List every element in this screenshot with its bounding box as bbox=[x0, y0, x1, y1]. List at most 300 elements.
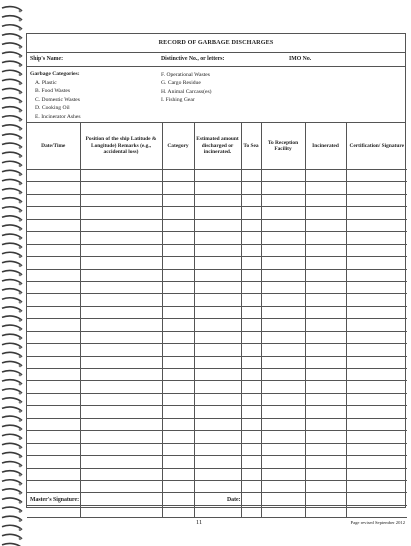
table-cell bbox=[261, 257, 305, 269]
punch-hole bbox=[19, 447, 22, 450]
table-cell bbox=[261, 294, 305, 306]
categories-left-column bbox=[35, 79, 81, 121]
table-cell bbox=[346, 219, 407, 231]
distinctive-number-label: Distinctive No., or letters: bbox=[161, 56, 225, 62]
table-cell bbox=[27, 219, 80, 231]
table-cell bbox=[27, 344, 80, 356]
table-cell bbox=[261, 418, 305, 430]
punch-hole bbox=[19, 283, 22, 286]
table-cell bbox=[194, 381, 241, 393]
table-cell bbox=[80, 431, 162, 443]
table-cell bbox=[194, 406, 241, 418]
table-cell bbox=[27, 431, 80, 443]
table-cell bbox=[346, 369, 407, 381]
column-header-to-sea: To Sea bbox=[241, 123, 261, 170]
category-item: D. Cooking Oil bbox=[35, 105, 70, 112]
table-cell bbox=[194, 269, 241, 281]
table-cell bbox=[194, 207, 241, 219]
table-cell bbox=[162, 406, 194, 418]
table-cell bbox=[162, 418, 194, 430]
punch-hole bbox=[19, 319, 22, 322]
table-cell bbox=[27, 182, 80, 194]
punch-hole bbox=[19, 64, 22, 67]
revision-note: Page revised September 2012 bbox=[350, 520, 405, 525]
table-cell bbox=[261, 170, 305, 182]
table-cell bbox=[80, 182, 162, 194]
table-cell bbox=[241, 443, 261, 455]
table-cell bbox=[241, 194, 261, 206]
category-item: E. Incinerator Ashes bbox=[35, 113, 81, 120]
table-cell bbox=[241, 269, 261, 281]
table-cell bbox=[261, 219, 305, 231]
table-cell bbox=[162, 431, 194, 443]
table-row bbox=[27, 232, 407, 244]
column-header-position: Position of the ship Latitude & Longitude) Remarks (e.g., accidental loss) bbox=[80, 123, 162, 170]
discharge-log-table bbox=[27, 123, 407, 518]
table-cell bbox=[194, 257, 241, 269]
table-cell bbox=[80, 294, 162, 306]
table-cell bbox=[80, 319, 162, 331]
punch-hole bbox=[19, 19, 22, 22]
table-cell bbox=[27, 306, 80, 318]
table-cell bbox=[305, 505, 346, 517]
punch-hole bbox=[19, 119, 22, 122]
punch-hole bbox=[19, 201, 22, 204]
table-cell bbox=[305, 182, 346, 194]
table-cell bbox=[261, 393, 305, 405]
table-cell bbox=[162, 219, 194, 231]
table-cell bbox=[162, 244, 194, 256]
table-cell bbox=[261, 281, 305, 293]
table-cell bbox=[194, 418, 241, 430]
table-row bbox=[27, 356, 407, 368]
punch-hole bbox=[19, 392, 22, 395]
table-cell bbox=[241, 319, 261, 331]
table-cell bbox=[261, 443, 305, 455]
table-cell bbox=[261, 232, 305, 244]
table-cell bbox=[261, 356, 305, 368]
table-cell bbox=[241, 244, 261, 256]
table-cell bbox=[305, 393, 346, 405]
punch-hole bbox=[19, 128, 22, 131]
table-cell bbox=[162, 344, 194, 356]
table-cell bbox=[346, 381, 407, 393]
table-cell bbox=[261, 468, 305, 480]
table-cell bbox=[346, 232, 407, 244]
punch-hole bbox=[19, 374, 22, 377]
column-header-category: Category bbox=[162, 123, 194, 170]
punch-hole bbox=[19, 483, 22, 486]
signature-row bbox=[27, 492, 405, 507]
table-cell bbox=[305, 468, 346, 480]
table-cell bbox=[27, 381, 80, 393]
table-cell bbox=[194, 244, 241, 256]
ship-info-row bbox=[27, 53, 405, 67]
table-cell bbox=[80, 306, 162, 318]
table-cell bbox=[194, 194, 241, 206]
table-row bbox=[27, 369, 407, 381]
punch-hole bbox=[19, 219, 22, 222]
table-cell bbox=[80, 406, 162, 418]
table-cell bbox=[27, 356, 80, 368]
punch-hole bbox=[19, 183, 22, 186]
punch-hole bbox=[19, 383, 22, 386]
table-row bbox=[27, 306, 407, 318]
table-cell bbox=[261, 369, 305, 381]
table-cell bbox=[80, 418, 162, 430]
table-row bbox=[27, 319, 407, 331]
table-cell bbox=[80, 207, 162, 219]
table-cell bbox=[162, 232, 194, 244]
category-item: B. Food Wastes bbox=[35, 88, 71, 95]
table-cell bbox=[241, 219, 261, 231]
table-cell bbox=[194, 294, 241, 306]
table-cell bbox=[194, 319, 241, 331]
table-cell bbox=[346, 344, 407, 356]
table-cell bbox=[27, 194, 80, 206]
category-item: G. Cargo Residue bbox=[161, 80, 201, 87]
table-cell bbox=[162, 257, 194, 269]
table-cell bbox=[80, 194, 162, 206]
punch-hole bbox=[19, 83, 22, 86]
table-cell bbox=[27, 393, 80, 405]
table-cell bbox=[305, 331, 346, 343]
table-cell bbox=[162, 356, 194, 368]
table-cell bbox=[194, 281, 241, 293]
table-cell bbox=[27, 294, 80, 306]
table-cell bbox=[261, 319, 305, 331]
table-cell bbox=[27, 505, 80, 517]
table-row bbox=[27, 505, 407, 517]
table-row bbox=[27, 431, 407, 443]
table-cell bbox=[194, 331, 241, 343]
table-row bbox=[27, 170, 407, 182]
table-cell bbox=[27, 257, 80, 269]
table-cell bbox=[162, 294, 194, 306]
table-row bbox=[27, 468, 407, 480]
table-cell bbox=[346, 393, 407, 405]
table-cell bbox=[27, 232, 80, 244]
imo-number-label: IMO No. bbox=[289, 56, 312, 62]
punch-hole bbox=[19, 419, 22, 422]
punch-hole bbox=[19, 274, 22, 277]
punch-hole bbox=[19, 192, 22, 195]
table-cell bbox=[162, 281, 194, 293]
page-number: 11 bbox=[196, 519, 203, 526]
table-cell bbox=[241, 418, 261, 430]
column-header-date-time: Date/Time bbox=[27, 123, 80, 170]
table-cell bbox=[241, 257, 261, 269]
table-cell bbox=[27, 319, 80, 331]
table-cell bbox=[261, 406, 305, 418]
punch-hole bbox=[19, 146, 22, 149]
column-header-reception-facility: To Reception Facility bbox=[261, 123, 305, 170]
table-cell bbox=[162, 369, 194, 381]
table-cell bbox=[27, 269, 80, 281]
table-cell bbox=[261, 331, 305, 343]
column-header-incinerated: Incinerated bbox=[305, 123, 346, 170]
table-cell bbox=[80, 356, 162, 368]
table-row bbox=[27, 393, 407, 405]
punch-hole bbox=[19, 137, 22, 140]
table-cell bbox=[162, 319, 194, 331]
punch-hole bbox=[19, 328, 22, 331]
table-row bbox=[27, 331, 407, 343]
table-cell bbox=[305, 281, 346, 293]
table-cell bbox=[194, 219, 241, 231]
table-cell bbox=[346, 331, 407, 343]
form-title: RECORD OF GARBAGE DISCHARGES bbox=[27, 34, 405, 53]
table-cell bbox=[346, 443, 407, 455]
table-cell bbox=[305, 232, 346, 244]
table-cell bbox=[346, 294, 407, 306]
punch-hole bbox=[19, 55, 22, 58]
category-item: F. Operational Wastes bbox=[161, 72, 210, 78]
table-cell bbox=[346, 194, 407, 206]
punch-hole bbox=[19, 92, 22, 95]
table-cell bbox=[162, 480, 194, 492]
punch-hole bbox=[19, 346, 22, 349]
table-cell bbox=[27, 456, 80, 468]
category-item: H. Animal Carcass(es) bbox=[161, 88, 212, 95]
table-cell bbox=[27, 281, 80, 293]
table-cell bbox=[162, 194, 194, 206]
punch-hole bbox=[19, 428, 22, 431]
table-cell bbox=[241, 331, 261, 343]
table-cell bbox=[27, 480, 80, 492]
table-cell bbox=[27, 418, 80, 430]
table-cell bbox=[305, 269, 346, 281]
table-cell bbox=[305, 257, 346, 269]
punch-hole bbox=[19, 210, 22, 213]
punch-hole bbox=[19, 164, 22, 167]
table-cell bbox=[162, 456, 194, 468]
table-cell bbox=[80, 170, 162, 182]
table-cell bbox=[194, 480, 241, 492]
punch-hole bbox=[19, 37, 22, 40]
punch-hole bbox=[19, 174, 22, 177]
table-cell bbox=[261, 269, 305, 281]
table-cell bbox=[194, 369, 241, 381]
table-row bbox=[27, 269, 407, 281]
table-cell bbox=[305, 456, 346, 468]
punch-hole bbox=[19, 474, 22, 477]
table-cell bbox=[305, 480, 346, 492]
table-cell bbox=[241, 182, 261, 194]
category-item: C. Domestic Wastes bbox=[35, 96, 80, 103]
table-cell bbox=[346, 418, 407, 430]
table-cell bbox=[162, 331, 194, 343]
punch-hole bbox=[19, 46, 22, 49]
table-cell bbox=[241, 468, 261, 480]
table-row bbox=[27, 257, 407, 269]
table-cell bbox=[241, 456, 261, 468]
table-cell bbox=[241, 505, 261, 517]
date-label: Date: bbox=[227, 497, 241, 503]
punch-hole bbox=[19, 155, 22, 158]
table-cell bbox=[194, 443, 241, 455]
table-cell bbox=[80, 344, 162, 356]
table-cell bbox=[162, 306, 194, 318]
table-row bbox=[27, 281, 407, 293]
table-cell bbox=[261, 306, 305, 318]
table-cell bbox=[162, 182, 194, 194]
table-row bbox=[27, 344, 407, 356]
table-cell bbox=[194, 356, 241, 368]
table-row bbox=[27, 244, 407, 256]
table-cell bbox=[80, 244, 162, 256]
table-cell bbox=[305, 207, 346, 219]
table-cell bbox=[162, 393, 194, 405]
table-cell bbox=[80, 505, 162, 517]
table-row bbox=[27, 182, 407, 194]
table-cell bbox=[27, 244, 80, 256]
table-cell bbox=[27, 468, 80, 480]
punch-hole bbox=[19, 228, 22, 231]
table-cell bbox=[27, 443, 80, 455]
table-cell bbox=[80, 443, 162, 455]
table-row bbox=[27, 456, 407, 468]
table-cell bbox=[162, 443, 194, 455]
table-cell bbox=[346, 306, 407, 318]
punch-hole bbox=[19, 410, 22, 413]
table-cell bbox=[346, 244, 407, 256]
garbage-record-form bbox=[26, 33, 406, 508]
table-cell bbox=[305, 443, 346, 455]
table-cell bbox=[80, 232, 162, 244]
punch-hole bbox=[19, 510, 22, 513]
table-cell bbox=[305, 319, 346, 331]
table-row bbox=[27, 418, 407, 430]
column-header-amount: Estimated amount discharged or incinerated. bbox=[194, 123, 241, 170]
table-cell bbox=[80, 393, 162, 405]
garbage-categories bbox=[27, 67, 405, 123]
punch-hole bbox=[19, 301, 22, 304]
punch-hole bbox=[19, 110, 22, 113]
table-cell bbox=[194, 232, 241, 244]
table-cell bbox=[241, 381, 261, 393]
punch-hole bbox=[19, 101, 22, 104]
table-row bbox=[27, 194, 407, 206]
table-cell bbox=[27, 406, 80, 418]
table-cell bbox=[305, 369, 346, 381]
table-cell bbox=[241, 393, 261, 405]
column-header-certification: Certification/ Signature bbox=[346, 123, 407, 170]
table-cell bbox=[346, 505, 407, 517]
table-cell bbox=[241, 207, 261, 219]
table-cell bbox=[346, 170, 407, 182]
table-cell bbox=[241, 306, 261, 318]
table-cell bbox=[346, 480, 407, 492]
table-cell bbox=[80, 281, 162, 293]
table-cell bbox=[80, 269, 162, 281]
table-cell bbox=[194, 431, 241, 443]
table-cell bbox=[261, 505, 305, 517]
table-cell bbox=[346, 356, 407, 368]
table-cell bbox=[346, 406, 407, 418]
table-cell bbox=[305, 406, 346, 418]
punch-hole bbox=[19, 246, 22, 249]
punch-hole bbox=[19, 237, 22, 240]
table-row bbox=[27, 406, 407, 418]
table-cell bbox=[80, 331, 162, 343]
table-cell bbox=[194, 505, 241, 517]
table-cell bbox=[305, 170, 346, 182]
table-row bbox=[27, 480, 407, 492]
table-row bbox=[27, 294, 407, 306]
table-cell bbox=[261, 431, 305, 443]
table-cell bbox=[346, 468, 407, 480]
table-cell bbox=[241, 480, 261, 492]
punch-hole bbox=[19, 337, 22, 340]
table-cell bbox=[194, 170, 241, 182]
punch-hole bbox=[19, 538, 22, 541]
punch-hole bbox=[19, 310, 22, 313]
table-cell bbox=[261, 194, 305, 206]
table-cell bbox=[305, 194, 346, 206]
table-cell bbox=[346, 182, 407, 194]
punch-hole bbox=[19, 365, 22, 368]
master-signature-label: Master's Signature: bbox=[30, 497, 79, 503]
table-row bbox=[27, 219, 407, 231]
punch-hole bbox=[19, 401, 22, 404]
table-cell bbox=[194, 344, 241, 356]
table-cell bbox=[241, 344, 261, 356]
table-cell bbox=[305, 219, 346, 231]
table-cell bbox=[80, 257, 162, 269]
table-cell bbox=[261, 480, 305, 492]
table-cell bbox=[27, 170, 80, 182]
table-cell bbox=[346, 431, 407, 443]
table-cell bbox=[305, 306, 346, 318]
table-cell bbox=[241, 294, 261, 306]
table-cell bbox=[162, 269, 194, 281]
punch-hole bbox=[19, 528, 22, 531]
punch-hole bbox=[19, 465, 22, 468]
punch-hole bbox=[19, 10, 22, 13]
table-cell bbox=[194, 306, 241, 318]
table-cell bbox=[80, 468, 162, 480]
table-cell bbox=[194, 393, 241, 405]
table-row bbox=[27, 443, 407, 455]
punch-hole bbox=[19, 292, 22, 295]
punch-hole bbox=[19, 265, 22, 268]
table-header-row bbox=[27, 123, 407, 170]
table-cell bbox=[27, 369, 80, 381]
categories-heading: Garbage Categories: bbox=[30, 71, 80, 77]
punch-hole bbox=[19, 501, 22, 504]
category-item: A. Plastic bbox=[35, 80, 57, 86]
table-cell bbox=[346, 207, 407, 219]
punch-hole bbox=[19, 28, 22, 31]
table-cell bbox=[261, 344, 305, 356]
table-cell bbox=[346, 257, 407, 269]
table-cell bbox=[241, 369, 261, 381]
punch-hole bbox=[19, 356, 22, 359]
table-cell bbox=[346, 281, 407, 293]
table-cell bbox=[305, 381, 346, 393]
punch-hole bbox=[19, 492, 22, 495]
table-cell bbox=[241, 431, 261, 443]
category-item: I. Fishing Gear bbox=[161, 97, 195, 104]
table-cell bbox=[27, 207, 80, 219]
table-row bbox=[27, 381, 407, 393]
table-cell bbox=[241, 356, 261, 368]
table-cell bbox=[261, 182, 305, 194]
table-cell bbox=[346, 269, 407, 281]
spiral-binding bbox=[0, 0, 24, 546]
table-cell bbox=[241, 170, 261, 182]
